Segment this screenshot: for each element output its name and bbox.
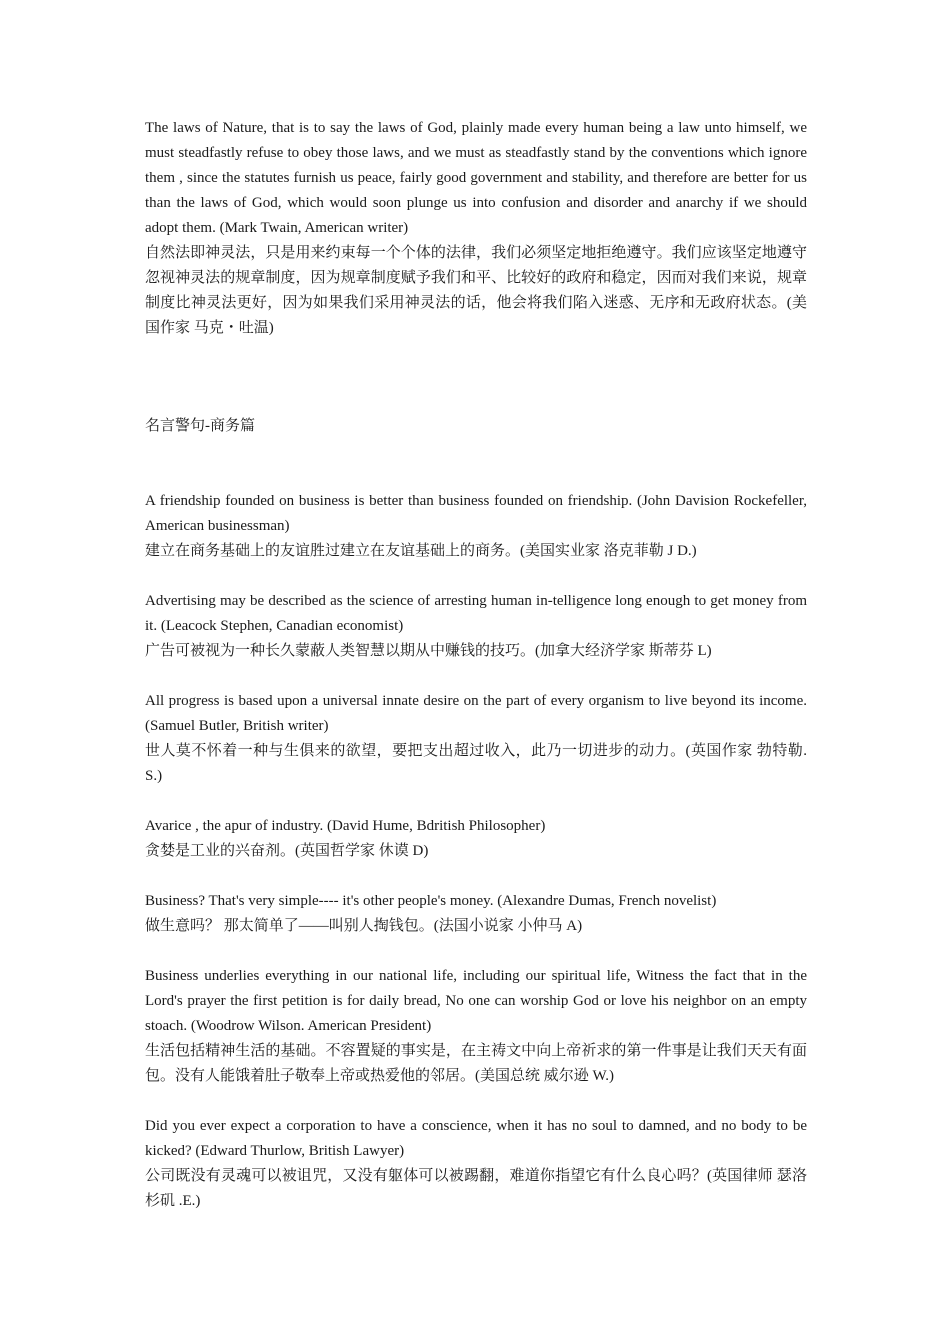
quote-list bbox=[145, 489, 807, 1239]
quote-item bbox=[145, 489, 807, 564]
intro-quote-chinese: 自然法即神灵法，只是用来约束每一个个体的法律，我们必须坚定地拒绝遵守。我们应该坚定地遵守忽视神灵法的规章制度，因为规章制度赋予我们和平、比较好的政府和稳定，因而对我们来说，规章制度比神灵法更好，因为如果我们采用神灵法的话，他会将我们陷入迷惑、无序和无政府状态。(美国作家 马克・吐温) bbox=[145, 245, 807, 336]
quote-item bbox=[145, 589, 807, 664]
quote-item bbox=[145, 964, 807, 1089]
quote-chinese: 做生意吗？ 那太简单了——叫别人掏钱包。(法国小说家 小仲马 A) bbox=[145, 918, 583, 934]
intro-quote-english: The laws of Nature, that is to say the laws of God, plainly made every human being a law unto himself, we must steadfastly refuse to obey those laws, and we must as steadfastly stand by the conventions which ignore them , since the statutes furnish us peace, fairly good government and stability, and therefore are better for us than the laws of God, which would soon plunge us into confusion and disorder and anarchy if we should adopt them. (Mark Twain, American writer) bbox=[145, 120, 807, 236]
section-title: 名言警句-商务篇 bbox=[145, 418, 255, 434]
quote-chinese: 广告可被视为一种长久蒙蔽人类智慧以期从中赚钱的技巧。(加拿大经济学家 斯蒂芬 L) bbox=[145, 643, 712, 659]
quote-english: Avarice , the apur of industry. (David Hume, Bdritish Philosopher) bbox=[145, 818, 546, 834]
quote-english: All progress is based upon a universal innate desire on the part of every organism to live beyond its income. (Samuel Butler, British writer) bbox=[145, 693, 807, 734]
quote-item bbox=[145, 814, 807, 864]
quote-item bbox=[145, 689, 807, 789]
quote-english: Business? That's very simple---- it's other people's money. (Alexandre Dumas, French novelist) bbox=[145, 893, 717, 909]
quote-chinese: 世人莫不怀着一种与生俱来的欲望，要把支出超过收入，此乃一切进步的动力。(英国作家 勃特勒. S.) bbox=[145, 743, 807, 784]
quote-chinese: 公司既没有灵魂可以被诅咒，又没有躯体可以被踢翻，难道你指望它有什么良心吗？(英国律师 瑟洛杉矶 .E.) bbox=[145, 1168, 807, 1209]
quote-english: Advertising may be described as the science of arresting human in-telligence long enough to get money from it. (Leacock Stephen, Canadian economist) bbox=[145, 593, 807, 634]
quote-english: A friendship founded on business is better than business founded on friendship. (John Davision Rockefeller, American businessman) bbox=[145, 493, 807, 534]
quote-chinese: 生活包括精神生活的基础。不容置疑的事实是，在主祷文中向上帝祈求的第一件事是让我们天天有面包。没有人能饿着肚子敬奉上帝或热爱他的邻居。(美国总统 威尔逊 W.) bbox=[145, 1043, 807, 1084]
quote-item bbox=[145, 889, 807, 939]
document-page bbox=[145, 116, 807, 1209]
quote-english: Did you ever expect a corporation to have a conscience, when it has no soul to damned, and no body to be kicked? (Edward Thurlow, British Lawyer) bbox=[145, 1118, 807, 1159]
quote-chinese: 贪婪是工业的兴奋剂。(英国哲学家 休谟 D) bbox=[145, 843, 429, 859]
quote-chinese: 建立在商务基础上的友谊胜过建立在友谊基础上的商务。(美国实业家 洛克菲勒 J D.) bbox=[145, 543, 697, 559]
quote-english: Business underlies everything in our national life, including our spiritual life, Witness the fact that in the Lord's prayer the first petition is for daily bread, No one can worship God or love his neighbor on an empty stoach. (Woodrow Wilson. American President) bbox=[145, 968, 807, 1034]
quote-item bbox=[145, 1114, 807, 1214]
intro-quote bbox=[145, 116, 807, 341]
